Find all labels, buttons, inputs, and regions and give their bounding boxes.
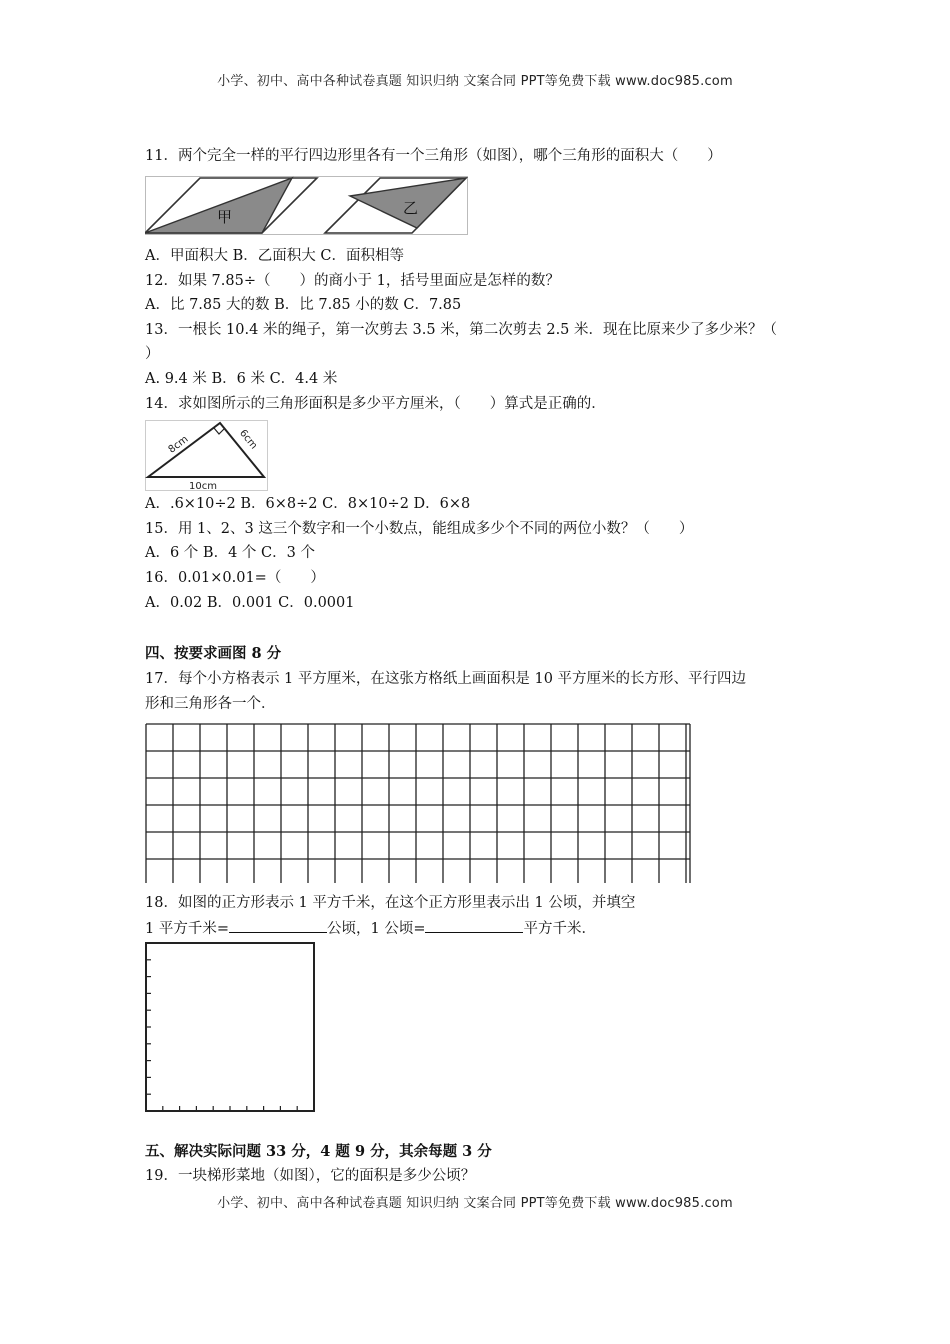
base-10cm-label: 10cm <box>189 481 217 492</box>
question-13-stem-line1: 13．一根长 10.4 米的绳子，第一次剪去 3.5 米，第二次剪去 2.5 米．现在比原来少了多少米？（ <box>145 322 778 338</box>
page-header: 小学、初中、高中各种试卷真题 知识归纳 文案合同 PPT等免费下载 www.doc985.com <box>217 74 733 89</box>
page-footer: 小学、初中、高中各种试卷真题 知识归纳 文案合同 PPT等免费下载 www.doc985.com <box>217 1196 733 1211</box>
question-16-options: A．0.02 B．0.001 C．0.0001 <box>145 595 355 611</box>
question-13-options: A. 9.4 米 B．6 米 C．4.4 米 <box>145 371 338 387</box>
question-18-stem <box>145 893 635 913</box>
side-8cm-label: 8cm <box>166 433 191 456</box>
section-4-title: 四、按要求画图 8 分 <box>145 645 282 662</box>
fill-text-1: 1 平方千米= <box>145 921 229 937</box>
question-12-options: A．比 7.85 大的数 B．比 7.85 小的数 C．7.85 <box>145 297 462 313</box>
side-6cm-label: 6cm <box>237 427 260 452</box>
question-14-stem: 14．求如图所示的三角形面积是多少平方厘米，（ ）算式是正确的． <box>145 396 606 412</box>
fill-text-2: 公顷，1 公顷= <box>326 921 426 937</box>
question-14-figure <box>145 420 270 492</box>
answer-blank-2[interactable] <box>425 918 523 933</box>
question-17-stem-line2: 形和三角形各一个． <box>145 696 276 712</box>
question-18-fill-line <box>145 918 596 939</box>
triangle-yi-label: 乙 <box>403 199 419 217</box>
question-17-stem-line1: 17．每个小方格表示 1 平方厘米，在这张方格纸上画面积是 10 平方厘米的长方形、平行四边 <box>145 671 747 687</box>
square-outline <box>146 943 314 1111</box>
question-15-options: A．6 个 B．4 个 C．3 个 <box>145 545 315 561</box>
question-11-options: A．甲面积大 B．乙面积大 C．面积相等 <box>145 248 404 264</box>
question-16-stem: 16．0.01×0.01=（ ） <box>145 570 325 586</box>
right-angle-mark <box>214 428 225 434</box>
triangle-jia-label: 甲 <box>217 208 233 226</box>
question-12-stem: 12．如果 7.85÷（ ）的商小于 1，括号里面应是怎样的数？ <box>145 273 560 289</box>
question-18-stem-text: 18．如图的正方形表示 1 平方千米，在这个正方形里表示出 1 公顷，并填空 <box>145 895 636 911</box>
section-5-title: 五、解决实际问题 33 分，4 题 9 分，其余每题 3 分 <box>145 1143 492 1160</box>
question-15-stem: 15．用 1、2、3 这三个数字和一个小数点，能组成多少个不同的两位小数？（ ） <box>145 521 694 537</box>
question-14-options: A．.6×10÷2 B．6×8÷2 C．8×10÷2 D．6×8 <box>145 496 471 512</box>
question-13-stem-line2: ） <box>145 346 160 362</box>
grid-paper <box>145 723 695 883</box>
question-19-stem: 19．一块梯形菜地（如图），它的面积是多少公顷？ <box>145 1168 476 1184</box>
square-1-sqkm <box>145 942 317 1114</box>
question-11-stem: 11．两个完全一样的平行四边形里各有一个三角形（如图），哪个三角形的面积大（ ） <box>145 148 722 164</box>
fill-text-3: 平方千米． <box>523 921 596 937</box>
answer-blank-1[interactable] <box>229 918 327 933</box>
question-11-figure <box>145 176 470 236</box>
